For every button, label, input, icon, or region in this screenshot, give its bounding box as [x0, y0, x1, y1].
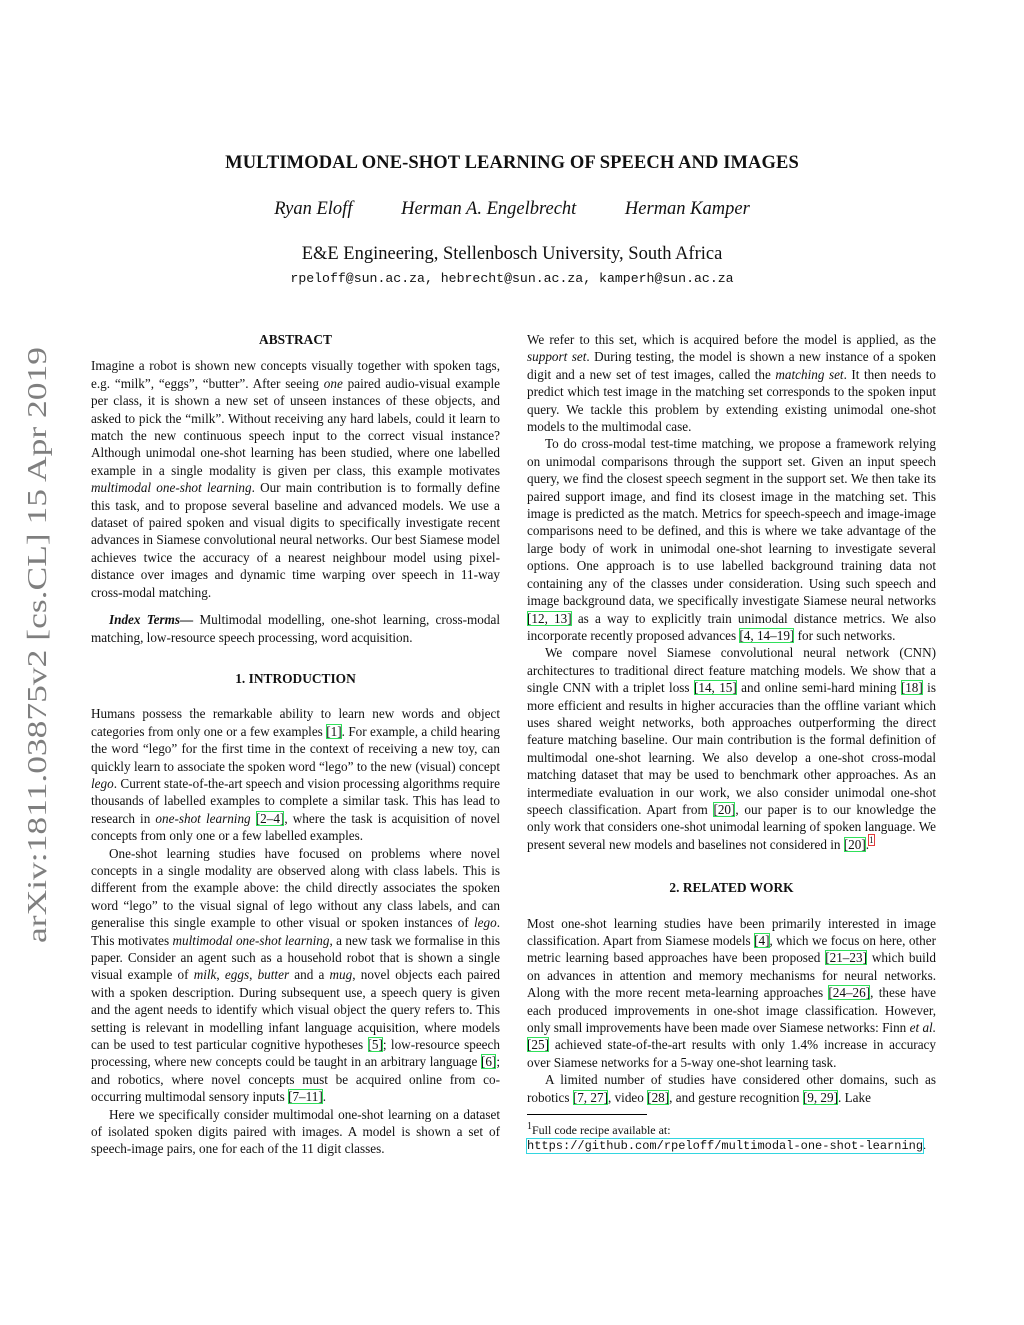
- intro-p1-text-e: , where the task is acquisition of novel concepts from only one or a few labelled examples.: [91, 810, 500, 844]
- index-terms-label: Index Terms—: [109, 612, 194, 628]
- citation-link[interactable]: [20]: [843, 836, 866, 852]
- citation-link[interactable]: [14, 15]: [693, 680, 737, 696]
- right-column: [527, 331, 936, 1154]
- intro-p2-text-a: One-shot learning studies have focused on problems where novel concepts in a single modality are observed along with class labels. This is different from the example above: the child directly associates the spoken word “lego” to the visual signal of lego without any class labels, and can generalise this single example to other visual or spoken instances of: [91, 845, 500, 931]
- citation-link[interactable]: [7, 27]: [572, 1089, 608, 1105]
- abstract-text-1: Imagine a robot is shown new concepts visually together with spoken tags, e.g. “milk”, “eggs”, “butter”. After seeing: [91, 358, 500, 391]
- footnote-number: 1: [527, 1121, 532, 1133]
- right-paragraph-2: [527, 435, 936, 644]
- intro-p2-text-g: .: [322, 1089, 327, 1105]
- affiliation: E&E Engineering, Stellenbosch University, South Africa: [301, 244, 723, 264]
- intro-p2-text-d: , novel objects each paired with a spoken description. During subsequent use, a speech query is given and the agent needs to identify which visual object the query refers to. This setting is relevant in modelling infant language acquisition, where models can be used to test particular cognitive hypotheses: [91, 967, 501, 1053]
- intro-em-butter: butter: [257, 967, 290, 983]
- right-p3-text-d: , our paper is to our knowledge the only work that considers one-shot unimodal learning of spoken language. We present several new models and baselines not considered in: [527, 801, 936, 852]
- citation-link[interactable]: [24–26]: [828, 985, 871, 1001]
- author-3: Herman Kamper: [624, 199, 750, 219]
- abstract-text-2: paired audio-visual example per class, it is shown a new set of unseen instances of these objects, and asked to pick the “milk”. Without receiving any hard labels, could it learn to match the new continuous speech input to the correct visual instance? Although unimodal one-shot learning has been studied, where one labelled example in a single modality is given per class, this example motivates: [91, 375, 501, 478]
- citation-link[interactable]: [9, 29]: [802, 1089, 838, 1105]
- arxiv-sidebar-stamp: [20, 345, 60, 945]
- right-em-support-set: support set: [527, 349, 587, 365]
- right-p3-text-c: is more efficient and results in higher accuracies than the offline variant which uses shared weight networks, both approaches outperforming the direct feature matching baseline. Our main contribution is the formal definition of multimodal one-shot learning. We also develop a one-shot cross-modal matching dataset that may be used to benchmark other approaches. As an intermediate evaluation in our work, we also consider unimodal one-shot speech classification. Apart from: [527, 680, 936, 817]
- intro-p2-sep-2: ,: [249, 967, 258, 983]
- author-1: Ryan Eloff: [274, 199, 353, 219]
- right-p5-text-b: , video: [607, 1089, 648, 1105]
- related-work-heading: 2. RELATED WORK: [669, 880, 794, 896]
- author-2: Herman A. Engelbrecht: [401, 199, 577, 219]
- right-p1-text-a: We refer to this set, which is acquired before the model is applied, as the: [527, 332, 936, 347]
- intro-em-mug: mug: [329, 967, 353, 983]
- right-p3-text-b: and online semi-hard mining: [736, 680, 901, 696]
- citation-link[interactable]: [5]: [367, 1037, 383, 1053]
- citation-link[interactable]: [2–4]: [255, 810, 285, 826]
- index-terms: [91, 611, 500, 646]
- right-p5-text-a: A limited number of studies have considered other domains, such as robotics: [527, 1072, 936, 1105]
- intro-p2-sep-1: ,: [216, 967, 225, 983]
- intro-p2-sep-3: and a: [289, 967, 330, 983]
- footnote-end: .: [923, 1138, 927, 1153]
- right-p2-text-c: for such networks.: [794, 627, 896, 643]
- footnote-marker[interactable]: 1: [869, 835, 874, 846]
- footnote-url-link[interactable]: https://github.com/rpeloff/multimodal-one-shot-learning: [527, 1139, 924, 1154]
- intro-p2-text-e: ; low-resource speech processing, where new concepts could be taught in an arbitrary language: [91, 1037, 500, 1070]
- footnote: [527, 1119, 936, 1154]
- intro-p1-text-b: . For example, a child hearing the word “lego” for the first time in the context of receiving a new toy, can quickly learn to associate the spoken word “lego” to the new (visual) concept: [91, 723, 500, 774]
- intro-em-lego: lego: [91, 775, 114, 791]
- right-p1-text-b: . During testing, the model is shown a new instance of a spoken digit and a new set of test images, called the: [527, 349, 937, 382]
- footnote-divider: [527, 1114, 647, 1115]
- left-column: [91, 331, 500, 1158]
- abstract-em-one: one: [323, 375, 343, 391]
- citation-link[interactable]: [6]: [480, 1054, 497, 1070]
- intro-paragraph-1: [91, 705, 500, 844]
- right-p3-text-e: .: [865, 836, 870, 852]
- intro-em-eggs: eggs: [224, 967, 250, 983]
- arxiv-id: arXiv:1811.03875v2 [cs.CL] 15 Apr 2019: [22, 489, 52, 943]
- right-p4-text-a: Most one-shot learning studies have been primarily interested in image classification. Apart from Siamese models: [527, 915, 936, 948]
- intro-p1-space: [251, 811, 256, 826]
- citation-link[interactable]: [25]: [527, 1037, 549, 1053]
- citation-link[interactable]: [20]: [713, 801, 736, 817]
- intro-em-lego-2: lego: [473, 915, 497, 931]
- intro-em-milk: milk: [193, 967, 217, 983]
- right-paragraph-4: [527, 915, 936, 1072]
- right-p4-text-b: , which we focus on here, other metric learning based approaches have been proposed: [527, 933, 936, 966]
- right-p4-text-d: , these have each produced improvements in one-shot image classification. However, only small improvements have been made over Siamese networks: Finn: [527, 985, 936, 1036]
- author-list: [0, 199, 1024, 220]
- right-p2-text-b: as a way to explicitly train unimodal distance metrics. We also incorporate recently proposed advances: [527, 610, 936, 643]
- right-p5-text-c: , and gesture recognition: [669, 1089, 803, 1105]
- citation-link[interactable]: [21–23]: [825, 950, 867, 966]
- right-paragraph-1: [527, 331, 936, 435]
- index-terms-text: Multimodal modelling, one-shot learning, cross-modal matching, low-resource speech processing, word acquisition.: [91, 612, 500, 645]
- right-paragraph-3: [527, 644, 936, 853]
- intro-em-multimodal: multimodal one-shot learning: [172, 932, 330, 948]
- citation-link[interactable]: [28]: [647, 1089, 670, 1105]
- intro-p1-text-a: Humans possess the remarkable ability to learn new words and object categories from only one or a few examples: [91, 706, 500, 739]
- citation-link[interactable]: [12, 13]: [527, 610, 572, 626]
- intro-p2-text-b: . This motivates: [91, 915, 500, 948]
- intro-p2-text-f: ; and robotics, where novel concepts must be acquired online from co-occurring multimodal sensory inputs: [91, 1054, 500, 1105]
- right-p3-text-a: We compare novel Siamese convolutional neural network (CNN) architectures to traditional direct feature matching models. We show that a single CNN with a triplet loss: [527, 645, 936, 696]
- intro-p2-text-c: , a new task we formalise in this paper. Consider an agent such as a household robot that is shown a single visual example of: [91, 932, 500, 983]
- right-p4-text-c: which build on advances in attention and memory mechanisms for neural networks. Along with the more recent meta-learning approaches: [527, 950, 936, 1001]
- intro-paragraph-3: Here we specifically consider multimodal one-shot learning on a dataset of isolated spoken digits paired with images. A model is shown a set of speech-image pairs, one for each of the 11 digit classes.: [91, 1106, 500, 1157]
- right-em-et-al: et al.: [909, 1020, 937, 1036]
- paper-title: MULTIMODAL ONE-SHOT LEARNING OF SPEECH AND IMAGES: [225, 153, 799, 173]
- abstract-text: [91, 357, 500, 601]
- citation-link[interactable]: [18]: [900, 680, 923, 696]
- intro-paragraph-2: [91, 845, 500, 1106]
- citation-link[interactable]: [1]: [326, 723, 342, 739]
- right-p2-text-a: To do cross-modal test-time matching, we propose a framework relying on unimodal comparisons through the support set. Given an input speech query, we find the closest speech segment in the support set. We then take its paired support image, and find its closest image in the matching set. This image is predicted as the match. Metrics for speech-speech and image-image comparisons need to be defined, and this is where we take advantage of the large body of work in unimodal one-shot learning to investigate several options. One approach is to use labelled background training data not containing any of the classes under consideration. Using such speech and image background data, we specifically investigate Siamese neural networks: [527, 436, 936, 609]
- right-p5-text-d: . Lake: [838, 1089, 871, 1105]
- intro-p1-text-c: . Current state-of-the-art speech and vision processing algorithms require thousands of labelled examples to complete a similar task. This has lead to research in: [91, 775, 500, 826]
- citation-link[interactable]: [4]: [754, 933, 770, 948]
- abstract-em-multimodal: multimodal one-shot learning: [91, 480, 252, 496]
- intro-heading: 1. INTRODUCTION: [235, 670, 356, 686]
- citation-link[interactable]: [4, 14–19]: [739, 627, 795, 643]
- email-list: rpeloff@sun.ac.za, hebrecht@sun.ac.za, kamperh@sun.ac.za: [290, 271, 734, 286]
- citation-link[interactable]: [7–11]: [288, 1089, 323, 1105]
- footnote-text: Full code recipe available at:: [532, 1123, 671, 1138]
- intro-em-one-shot: one-shot learning: [155, 810, 251, 826]
- abstract-text-3: . Our main contribution is to formally define this task, and to propose several baseline and advanced models. We use a dataset of paired spoken and visual digits to specifically investigate recent advances in Siamese convolutional neural networks. Our best Siamese model achieves twice the accuracy of a nearest neighbour model using pixel-distance over images and dynamic time warping over speech in 11-way cross-modal matching.: [91, 480, 500, 600]
- right-p1-text-c: . It then needs to predict which test image in the matching set corresponds to the spoken input query. We tackle this problem by extending existing unimodal one-shot models to the multimodal case.: [527, 366, 937, 435]
- abstract-heading: ABSTRACT: [259, 332, 332, 347]
- right-p4-text-f: achieved state-of-the-art results with only 1.4% increase in accuracy over Siamese networks for a 5-way one-shot learning task.: [527, 1037, 936, 1070]
- right-em-matching-set: matching set: [775, 366, 844, 382]
- arxiv-sidebar-svg: [20, 345, 60, 945]
- right-paragraph-5: [527, 1071, 936, 1106]
